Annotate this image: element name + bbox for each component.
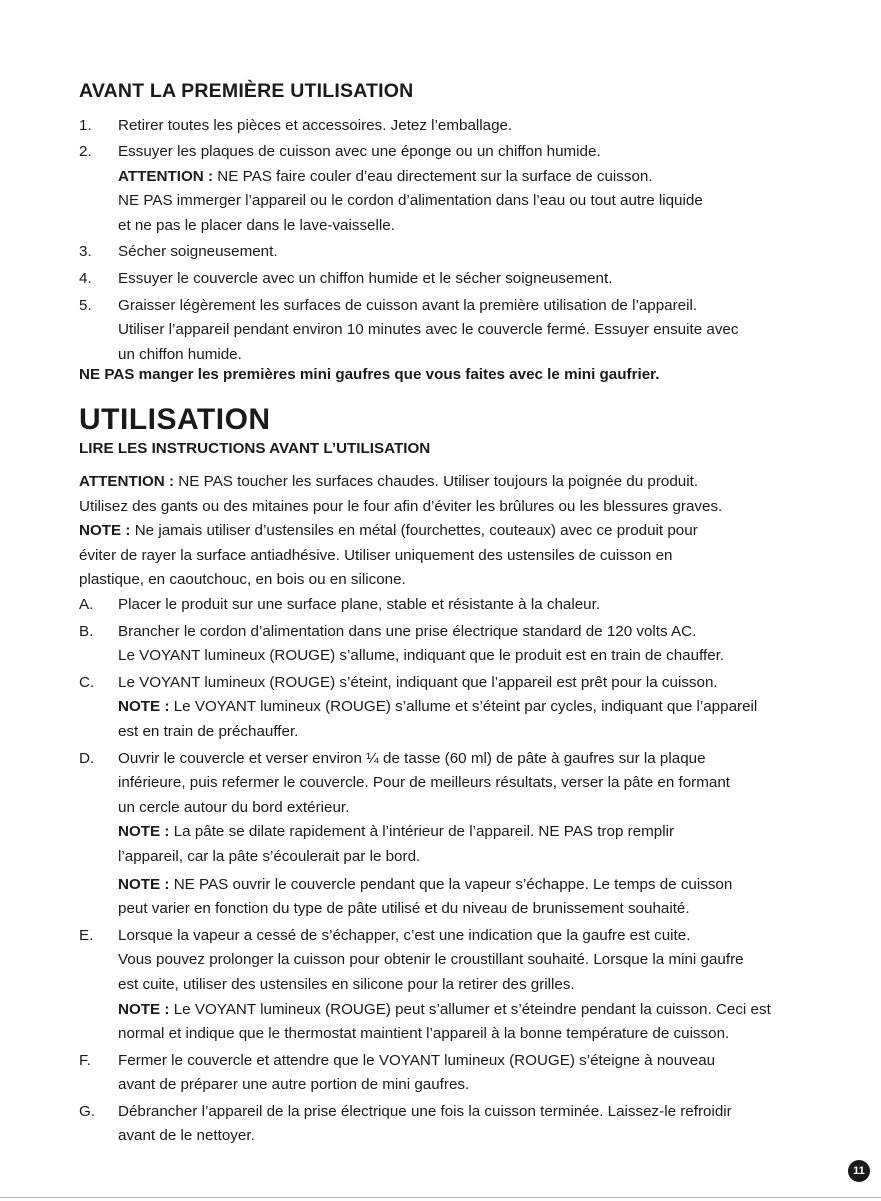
note-label: NOTE : [79, 522, 131, 539]
list-item [79, 747, 804, 922]
note-label: NOTE : [118, 875, 170, 893]
note-paragraph [79, 519, 804, 593]
section-heading-before-first-use: AVANT LA PREMIÈRE UTILISATION [79, 80, 414, 102]
list-item [79, 294, 804, 368]
note-text: normal et indique que le thermostat maintient l’appareil à la bonne température de cuisson. [118, 1025, 730, 1043]
step-letter: F. [79, 1051, 91, 1069]
step-letter: A. [79, 596, 94, 613]
step-text: un cercle autour du bord extérieur. [118, 798, 350, 816]
step-text: Débrancher l’appareil de la prise électrique une fois la cuisson terminée. Laissez-le refroidir [118, 1102, 732, 1120]
note-text: Ne jamais utiliser d’ustensiles en métal (fourchettes, couteaux) avec ce produit pour [134, 522, 698, 539]
note-label: NOTE : [118, 823, 170, 841]
step-letter: C. [79, 673, 95, 691]
page-bottom-border [0, 1197, 881, 1198]
item-text: et ne pas le placer dans le lave-vaisselle. [118, 216, 395, 234]
step-letter: E. [79, 926, 94, 944]
note-text: éviter de rayer la surface antiadhésive. Utiliser uniquement des ustensiles de cuisson en [79, 546, 673, 564]
usage-steps-list [79, 593, 804, 1149]
attention-paragraph [79, 470, 804, 519]
step-text: est cuite, utiliser des ustensiles en silicone pour la retirer des grilles. [118, 975, 575, 993]
before-use-list [79, 114, 804, 367]
note-text: Le VOYANT lumineux (ROUGE) peut s’allumer et s’éteindre pendant la cuisson. Ceci est [173, 1000, 771, 1018]
item-number: 2. [79, 143, 92, 160]
list-item [79, 593, 804, 618]
item-text: Essuyer les plaques de cuisson avec une éponge ou un chiffon humide. [118, 143, 601, 160]
step-text: Le VOYANT lumineux (ROUGE) s’éteint, indiquant que l’appareil est prêt pour la cuisson. [118, 673, 718, 691]
attention-text: Utilisez des gants ou des mitaines pour le four afin d’éviter les brûlures ou les blessures graves. [79, 497, 723, 515]
attention-text: NE PAS toucher les surfaces chaudes. Utiliser toujours la poignée du produit. [178, 473, 699, 490]
step-text: avant de le nettoyer. [118, 1127, 255, 1145]
item-text: Utiliser l’appareil pendant environ 10 minutes avec le couvercle fermé. Essuyer ensuite avec [118, 321, 739, 339]
section-subheading: LIRE LES INSTRUCTIONS AVANT L’UTILISATION [79, 440, 431, 457]
note-text: plastique, en caoutchouc, en bois ou en silicone. [79, 571, 406, 589]
note-text: NE PAS ouvrir le couvercle pendant que la vapeur s’échappe. Le temps de cuisson [173, 875, 733, 893]
step-text: avant de préparer une autre portion de mini gaufres. [118, 1076, 470, 1094]
note-text: Le VOYANT lumineux (ROUGE) s’allume et s’éteint par cycles, indiquant que l’appareil [173, 698, 758, 716]
attention-text: NE PAS faire couler d’eau directement sur la surface de cuisson. [217, 167, 653, 185]
step-text: Vous pouvez prolonger la cuisson pour obtenir le croustillant souhaité. Lorsque la mini gaufre [118, 951, 744, 969]
step-text: Ouvrir le couvercle et verser environ ¼ de tasse (60 ml) de pâte à gaufres sur la plaque [118, 749, 706, 767]
attention-label: ATTENTION : [79, 473, 175, 490]
list-item [79, 240, 804, 265]
page-number: 11 [848, 1160, 870, 1182]
step-text: Brancher le cordon d’alimentation dans une prise électrique standard de 120 volts AC. [118, 622, 697, 640]
list-item [79, 114, 804, 140]
item-number: 3. [79, 243, 92, 261]
note-text: l’appareil, car la pâte s’écoulerait par le bord. [118, 847, 421, 865]
note-label: NOTE : [118, 1000, 170, 1018]
item-number: 1. [79, 117, 92, 134]
first-waffles-warning: NE PAS manger les premières mini gaufres que vous faites avec le mini gaufrier. [79, 366, 660, 383]
list-item [79, 924, 804, 1047]
step-text: Le VOYANT lumineux (ROUGE) s’allume, indiquant que le produit est en train de chauffer. [118, 647, 725, 665]
step-letter: B. [79, 622, 94, 640]
step-text: Lorsque la vapeur a cessé de s’échapper, c’est une indication que la gaufre est cuite. [118, 926, 691, 944]
item-text: Retirer toutes les pièces et accessoires. Jetez l’emballage. [118, 117, 513, 134]
item-text: NE PAS immerger l’appareil ou le cordon d’alimentation dans l’eau ou tout autre liquide [118, 192, 703, 210]
step-letter: G. [79, 1102, 96, 1120]
item-text: Graisser légèrement les surfaces de cuisson avant la première utilisation de l’appareil. [118, 296, 698, 314]
item-number: 5. [79, 296, 92, 314]
note-text: La pâte se dilate rapidement à l’intérieur de l’appareil. NE PAS trop remplir [173, 823, 675, 841]
step-letter: D. [79, 749, 95, 767]
item-number: 4. [79, 269, 92, 287]
list-item [79, 140, 804, 238]
note-label: NOTE : [118, 698, 170, 716]
step-text: Fermer le couvercle et attendre que le VOYANT lumineux (ROUGE) s’éteigne à nouveau [118, 1051, 716, 1069]
attention-label: ATTENTION : [118, 167, 214, 185]
attention-line [118, 165, 804, 190]
step-text: inférieure, puis refermer le couvercle. Pour de meilleurs résultats, verser la pâte en formant [118, 774, 730, 792]
note-text: est en train de préchauffer. [118, 722, 299, 740]
item-text: un chiffon humide. [118, 345, 242, 363]
list-item [79, 1049, 804, 1098]
list-item [79, 620, 804, 669]
step-text: Placer le produit sur une surface plane, stable et résistante à la chaleur. [118, 596, 601, 613]
list-item [79, 1100, 804, 1149]
item-text: Sécher soigneusement. [118, 243, 278, 261]
note-text: peut varier en fonction du type de pâte utilisé et du niveau de brunissement souhaité. [118, 900, 690, 918]
list-item [79, 671, 804, 745]
item-text: Essuyer le couvercle avec un chiffon humide et le sécher soigneusement. [118, 269, 613, 287]
list-item [79, 267, 804, 292]
section-heading-usage: UTILISATION [79, 403, 271, 436]
